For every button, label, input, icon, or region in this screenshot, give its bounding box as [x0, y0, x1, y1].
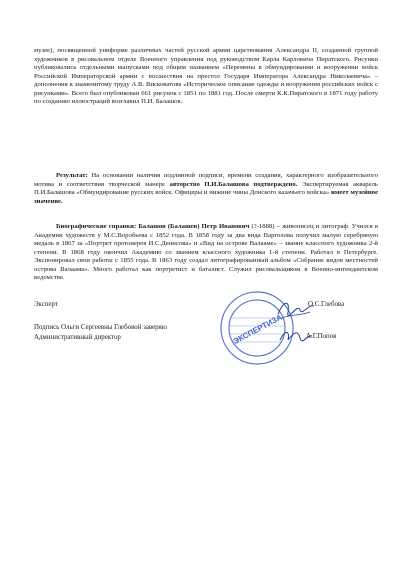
- director-label: Административный директор: [34, 334, 121, 341]
- result-label: Результат:: [56, 172, 88, 179]
- result-text-a: На основании наличия подлинной подписи, времени создания, характерного изобразительного мотива и соответствия творческой манере: [34, 172, 378, 188]
- paragraph-biography: [34, 223, 378, 283]
- result-text-b: Экспертируемая акварель П.И.Балашова «Обмундирование русских войск. Офицеры и нижние чины Донского казачьего войска»: [34, 180, 378, 197]
- bio-label: Биографические справки: Балашов (Балашев) Петр Иванович: [56, 223, 250, 230]
- result-bold-a: авторство П.И.Балашова подтверждено.: [169, 180, 298, 188]
- paragraph-history: музее), посвященной униформе различных частей русской армии царствования Александра II, созданной группой художников в рисовальном отделе Военного управления под руководством Карла Карловича Пиратского. Рисунки публиковались отдельными выпусками под общим названием «Перемены в обмундировании и вооружении войск Российской Императорской армии с восшествия на престол Государя Императора Александра Николаевича» – дополнения к знаменитому труду А.В. Висковатова «Историческое описание одежды и вооружения российских войск с рисунками». Всего был опубликован 661 рисунок с 1851 по 1881 год. После смерти К.К.Пиратского в 1871 году работу по созданию иллюстраций возглавил П.И. Балашов.: [34, 47, 378, 106]
- expert-label: Эксперт: [34, 301, 58, 308]
- stamp-text: ЭКСПЕРТИЗА: [231, 312, 284, 346]
- expert-name: О.С.Глебова: [308, 301, 345, 308]
- expert-signature: [276, 296, 316, 322]
- director-signature: [278, 326, 314, 346]
- director-name: А.Г.Попов: [306, 333, 337, 340]
- result-bold-b: имеет музейное значение.: [34, 189, 378, 205]
- certify-text: Подпись Ольги Сергеевны Глебовой заверяю: [34, 324, 167, 331]
- paragraph-result: [34, 172, 378, 206]
- bio-text: (?-1888) – живописец и литограф. Учился в Академии художеств у М.С.Воробьева с 1852 года. В 1858 году за два вида Парголова получил малую серебряную медаль в 1867 за «Портрет протоиерея И.С.Денисова» и «Вид на острове Валааме» – звание классного художника 2-й степени. В 1868 году окончил Академию со званием классного художника 1-й степени. Работал в Петербурге. Экспонировал свои работы с 1855 года. В 1863 году создал литографированный альбом «Собрание видов местностей острова Валаама». Много работал как портретист и баталист. Служил рисовальщиком в Военно-интендантском ведомстве.: [34, 223, 378, 282]
